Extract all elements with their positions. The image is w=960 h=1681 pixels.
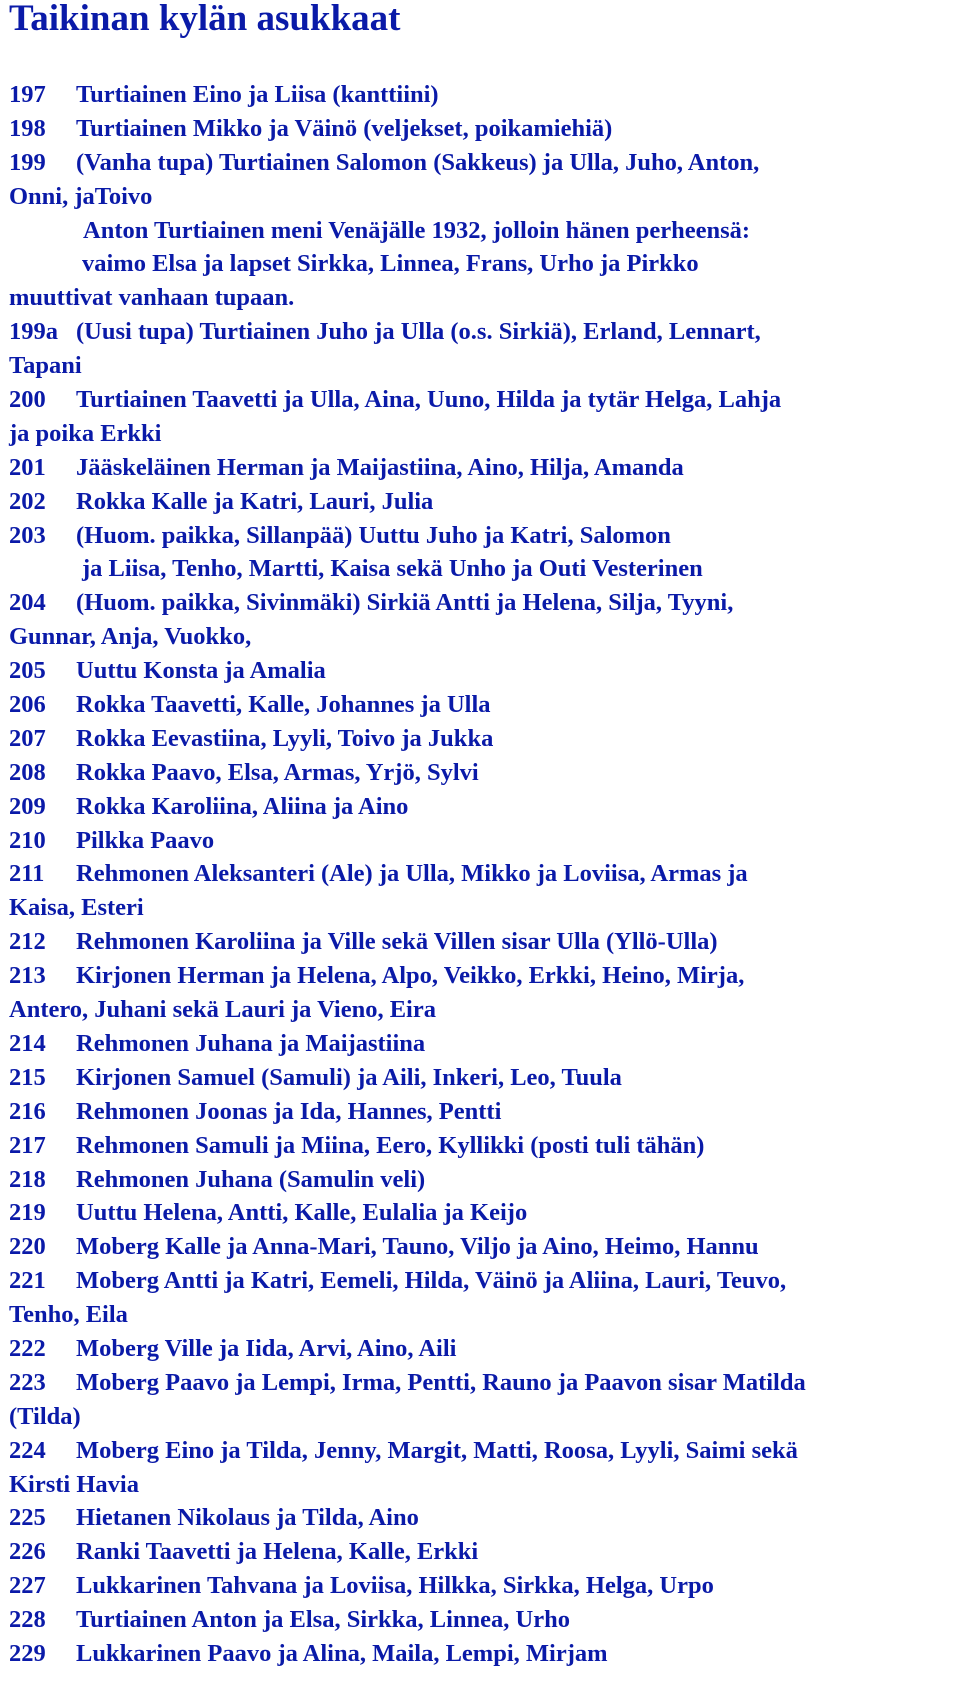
residents-text: Lukkarinen Tahvana ja Loviisa, Hilkka, Sirkka, Helga, Urpo	[76, 1572, 714, 1600]
list-item-continuation	[0, 417, 960, 451]
list-item	[0, 1061, 960, 1095]
list-item	[0, 824, 960, 858]
list-item	[0, 959, 960, 993]
residents-text: Moberg Kalle ja Anna-Mari, Tauno, Viljo ja Aino, Heimo, Hannu	[76, 1233, 759, 1261]
residents-text: Antero, Juhani sekä Lauri ja Vieno, Eira	[9, 996, 436, 1024]
list-item	[0, 1434, 960, 1468]
residents-text: (Tilda)	[9, 1402, 81, 1430]
residents-text: Ranki Taavetti ja Helena, Kalle, Erkki	[76, 1538, 479, 1566]
list-item-continuation	[0, 1468, 960, 1502]
list-item	[0, 1603, 960, 1637]
house-number: 211	[9, 860, 45, 888]
house-number: 225	[9, 1504, 46, 1532]
residents-text: Rehmonen Karoliina ja Ville sekä Villen sisar Ulla (Yllö-Ulla)	[76, 928, 718, 956]
residents-text: Moberg Ville ja Iida, Arvi, Aino, Aili	[76, 1334, 457, 1362]
list-item	[0, 756, 960, 790]
residents-text: Rokka Paavo, Elsa, Armas, Yrjö, Sylvi	[76, 758, 479, 786]
list-item-continuation	[0, 620, 960, 654]
residents-text: Tenho, Eila	[9, 1301, 128, 1329]
list-item	[0, 586, 960, 620]
list-item	[0, 1163, 960, 1197]
residents-text: Rehmonen Aleksanteri (Ale) ja Ulla, Mikko ja Loviisa, Armas ja	[76, 860, 748, 888]
house-number: 227	[9, 1572, 46, 1600]
note-text: Anton Turtiainen meni Venäjälle 1932, jolloin hänen perheensä:	[83, 216, 751, 244]
list-item	[0, 78, 960, 112]
house-number: 220	[9, 1233, 46, 1261]
residents-text: ja poika Erkki	[9, 419, 162, 447]
list-item-continuation	[0, 281, 960, 315]
list-item	[0, 1332, 960, 1366]
list-item-continuation	[0, 1400, 960, 1434]
house-number: 204	[9, 589, 46, 617]
house-number: 203	[9, 521, 46, 549]
residents-text: Lukkarinen Paavo ja Alina, Maila, Lempi, Mirjam	[76, 1639, 608, 1667]
residents-text: Turtiainen Anton ja Elsa, Sirkka, Linnea, Urho	[76, 1606, 570, 1634]
residents-text: Pilkka Paavo	[76, 826, 215, 854]
house-number: 210	[9, 826, 46, 854]
list-item	[0, 1535, 960, 1569]
note-text: vaimo Elsa ja lapset Sirkka, Linnea, Frans, Urho ja Pirkko	[82, 250, 699, 278]
residents-text: Rehmonen Juhana (Samulin veli)	[76, 1165, 426, 1193]
house-number: 218	[9, 1165, 46, 1193]
list-item	[0, 1569, 960, 1603]
list-item-continuation	[0, 891, 960, 925]
house-number: 219	[9, 1199, 46, 1227]
resident-list	[0, 78, 960, 1671]
residents-text: Gunnar, Anja, Vuokko,	[9, 623, 252, 651]
house-number: 217	[9, 1131, 46, 1159]
house-number: 221	[9, 1267, 46, 1295]
list-item	[0, 1196, 960, 1230]
residents-text: Moberg Antti ja Katri, Eemeli, Hilda, Väinö ja Aliina, Lauri, Teuvo,	[76, 1267, 787, 1295]
residents-text: Rokka Karoliina, Aliina ja Aino	[76, 792, 409, 820]
house-number: 215	[9, 1063, 46, 1091]
house-number: 208	[9, 758, 46, 786]
list-item	[0, 146, 960, 180]
list-item-continuation	[0, 993, 960, 1027]
house-number: 214	[9, 1029, 46, 1057]
residents-text: (Vanha tupa) Turtiainen Salomon (Sakkeus) ja Ulla, Juho, Anton,	[76, 148, 760, 176]
house-number: 202	[9, 487, 46, 515]
residents-text: Uuttu Helena, Antti, Kalle, Eulalia ja Keijo	[76, 1199, 528, 1227]
house-number: 201	[9, 453, 46, 481]
residents-text: Rehmonen Samuli ja Miina, Eero, Kyllikki (posti tuli tähän)	[76, 1131, 705, 1159]
list-item	[0, 654, 960, 688]
list-item-continuation	[0, 180, 960, 214]
list-item	[0, 1027, 960, 1061]
residents-text: Rehmonen Joonas ja Ida, Hannes, Pentti	[76, 1097, 502, 1125]
residents-text: (Huom. paikka, Sillanpää) Uuttu Juho ja Katri, Salomon	[76, 521, 671, 549]
house-number: 209	[9, 792, 46, 820]
list-item	[0, 1501, 960, 1535]
list-item	[0, 857, 960, 891]
residents-text: (Uusi tupa) Turtiainen Juho ja Ulla (o.s. Sirkiä), Erland, Lennart,	[76, 318, 761, 346]
house-number: 197	[9, 81, 46, 108]
residents-text: Moberg Eino ja Tilda, Jenny, Margit, Matti, Roosa, Lyyli, Saimi sekä	[76, 1436, 798, 1464]
list-item	[0, 1637, 960, 1671]
list-item-note	[0, 247, 960, 281]
house-number: 228	[9, 1606, 46, 1634]
residents-text: Rokka Taavetti, Kalle, Johannes ja Ulla	[76, 691, 491, 719]
residents-text: Kirsti Havia	[9, 1470, 139, 1498]
list-item-continuation	[0, 552, 960, 586]
list-item	[0, 1129, 960, 1163]
house-number: 200	[9, 386, 46, 414]
residents-text: Jääskeläinen Herman ja Maijastiina, Aino, Hilja, Amanda	[76, 453, 684, 481]
residents-text: Moberg Paavo ja Lempi, Irma, Pentti, Rauno ja Paavon sisar Matilda	[76, 1368, 806, 1396]
house-number: 205	[9, 657, 46, 685]
residents-text: Kirjonen Herman ja Helena, Alpo, Veikko, Erkki, Heino, Mirja,	[76, 962, 745, 990]
house-number: 222	[9, 1334, 46, 1362]
house-number: 213	[9, 962, 46, 990]
page-title: Taikinan kylän asukkaat	[9, 0, 401, 39]
list-item	[0, 315, 960, 349]
list-item	[0, 112, 960, 146]
residents-text: Onni, jaToivo	[9, 182, 153, 210]
list-item	[0, 1230, 960, 1264]
list-item	[0, 1366, 960, 1400]
house-number: 229	[9, 1639, 46, 1667]
house-number: 226	[9, 1538, 46, 1566]
house-number: 206	[9, 691, 46, 719]
list-item	[0, 925, 960, 959]
residents-text: (Huom. paikka, Sivinmäki) Sirkiä Antti ja Helena, Silja, Tyyni,	[76, 589, 734, 617]
residents-text: Hietanen Nikolaus ja Tilda, Aino	[76, 1504, 419, 1532]
house-number: 207	[9, 724, 46, 752]
list-item	[0, 451, 960, 485]
house-number: 216	[9, 1097, 46, 1125]
residents-text: Rokka Eevastiina, Lyyli, Toivo ja Jukka	[76, 724, 494, 752]
list-item	[0, 485, 960, 519]
list-item-continuation	[0, 349, 960, 383]
residents-text: Turtiainen Eino ja Liisa (kanttiini)	[76, 81, 439, 108]
house-number: 212	[9, 928, 46, 956]
list-item	[0, 722, 960, 756]
list-item	[0, 383, 960, 417]
residents-text: Kirjonen Samuel (Samuli) ja Aili, Inkeri, Leo, Tuula	[76, 1063, 622, 1091]
residents-text: Rehmonen Juhana ja Maijastiina	[76, 1029, 426, 1057]
residents-text: Turtiainen Mikko ja Väinö (veljekset, poikamiehiä)	[76, 114, 613, 142]
residents-text: Uuttu Konsta ja Amalia	[76, 657, 326, 685]
list-item	[0, 790, 960, 824]
house-number: 223	[9, 1368, 46, 1396]
residents-text: Tapani	[9, 352, 82, 380]
house-number: 199	[9, 148, 46, 176]
note-text: muuttivat vanhaan tupaan.	[9, 284, 295, 312]
residents-text: Turtiainen Taavetti ja Ulla, Aina, Uuno, Hilda ja tytär Helga, Lahja	[76, 386, 782, 414]
list-item-note	[0, 214, 960, 248]
house-number: 224	[9, 1436, 46, 1464]
residents-text: ja Liisa, Tenho, Martti, Kaisa sekä Unho ja Outi Vesterinen	[82, 555, 703, 583]
residents-text: Kaisa, Esteri	[9, 894, 144, 922]
list-item	[0, 688, 960, 722]
house-number: 198	[9, 114, 46, 142]
list-item	[0, 1264, 960, 1298]
list-item-continuation	[0, 1298, 960, 1332]
list-item	[0, 519, 960, 553]
residents-text: Rokka Kalle ja Katri, Lauri, Julia	[76, 487, 434, 515]
list-item	[0, 1095, 960, 1129]
house-number: 199a	[9, 318, 58, 346]
